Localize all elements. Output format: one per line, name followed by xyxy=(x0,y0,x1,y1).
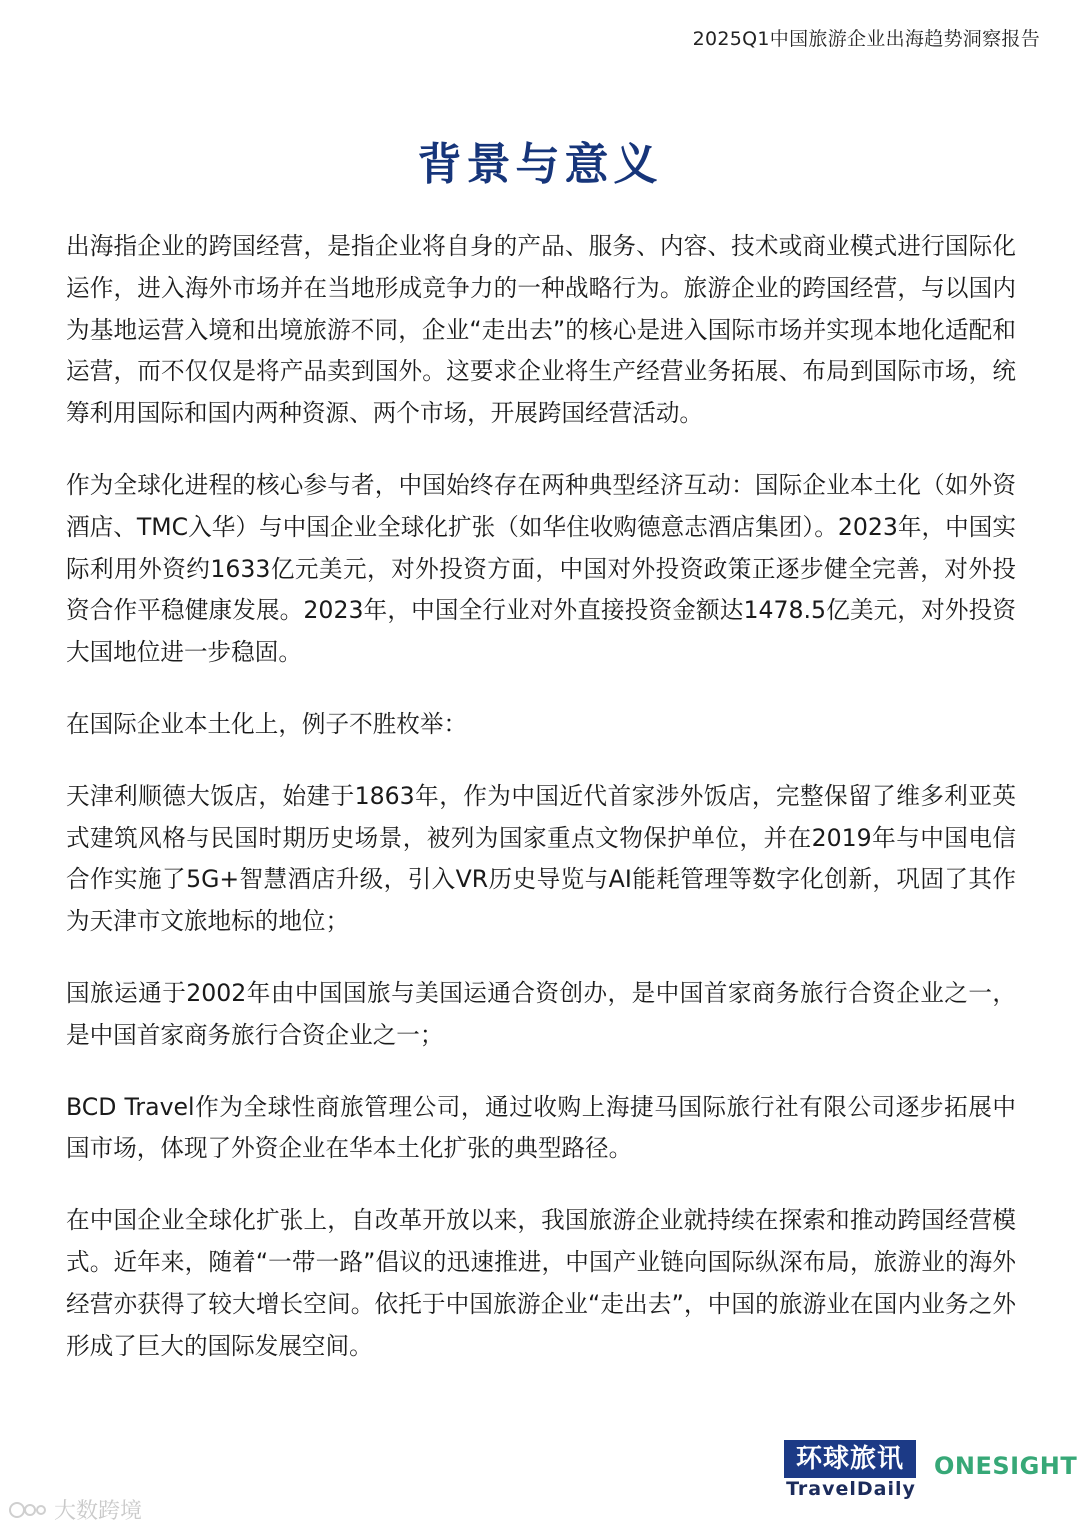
paragraph-cits-amex: 国旅运通于2002年由中国国旅与美国运通合资创办，是中国首家商务旅行合资企业之一，是中国首家商务旅行合资企业之一； xyxy=(66,978,1016,1049)
paragraph-bcd-travel: BCD Travel作为全球性商旅管理公司，通过收购上海捷马国际旅行社有限公司逐步拓展中国市场，体现了外资企业在华本土化扩张的典型路径。 xyxy=(66,1092,1016,1163)
onesight-logo: ONESIGHT xyxy=(934,1452,1078,1480)
footer-logos xyxy=(780,1440,1080,1500)
paragraph-chinese-expansion: 在中国企业全球化扩张上，自改革开放以来，我国旅游企业就持续在探索和推动跨国经营模式。近年来，随着“一带一路”倡议的迅速推进，中国产业链向国际纵深布局，旅游业的海外经营亦获得了较大增长空间。依托于中国旅游企业“走出去”，中国的旅游业在国内业务之外形成了巨大的国际发展空间。 xyxy=(66,1206,1016,1360)
paragraph-globalization: 作为全球化进程的核心参与者，中国始终存在两种典型经济互动：国际企业本土化（如外资酒店、TMC入华）与中国企业全球化扩张（如华住收购德意志酒店集团）。2023年，中国实际利用外资约1633亿元美元，对外投资方面，中国对外投资政策正逐步健全完善，对外投资合作平稳健康发展。2023年，中国全行业对外直接投资金额达1478.5亿美元，对外投资大国地位进一步稳固。 xyxy=(66,470,1016,667)
paragraph-localization-intro: 在国际企业本土化上，例子不胜枚举： xyxy=(66,709,468,738)
body-content xyxy=(66,226,1016,1367)
paragraph-definition: 出海指企业的跨国经营，是指企业将自身的产品、服务、内容、技术或商业模式进行国际化运作，进入海外市场并在当地形成竞争力的一种战略行为。旅游企业的跨国经营，与以国内为基地运营入境和出境旅游不同，企业“走出去”的核心是进入国际市场并实现本地化适配和运营，而不仅仅是将产品卖到国外。这要求企业将生产经营业务拓展、布局到国际市场，统筹利用国际和国内两种资源、两个市场，开展跨国经营活动。 xyxy=(66,232,1016,428)
paragraph-lishunde: 天津利顺德大饭店，始建于1863年，作为中国近代首家涉外饭店，完整保留了维多利亚英式建筑风格与民国时期历史场景，被列为国家重点文物保护单位，并在2019年与中国电信合作实施了5G+智慧酒店升级，引入VR历史导览与AI能耗管理等数字化创新，巩固了其作为天津市文旅地标的地位； xyxy=(66,781,1016,936)
watermark xyxy=(8,1494,142,1525)
watermark-text: 大数跨境 xyxy=(54,1499,143,1524)
report-header-title: 2025Q1中国旅游企业出海趋势洞察报告 xyxy=(692,28,1040,50)
huanqiu-logo: 环球旅讯 xyxy=(784,1440,916,1478)
watermark-logo-icon xyxy=(8,1499,48,1521)
page-title: 背景与意义 xyxy=(417,139,663,190)
traveldaily-logo: TravelDaily xyxy=(786,1478,916,1500)
